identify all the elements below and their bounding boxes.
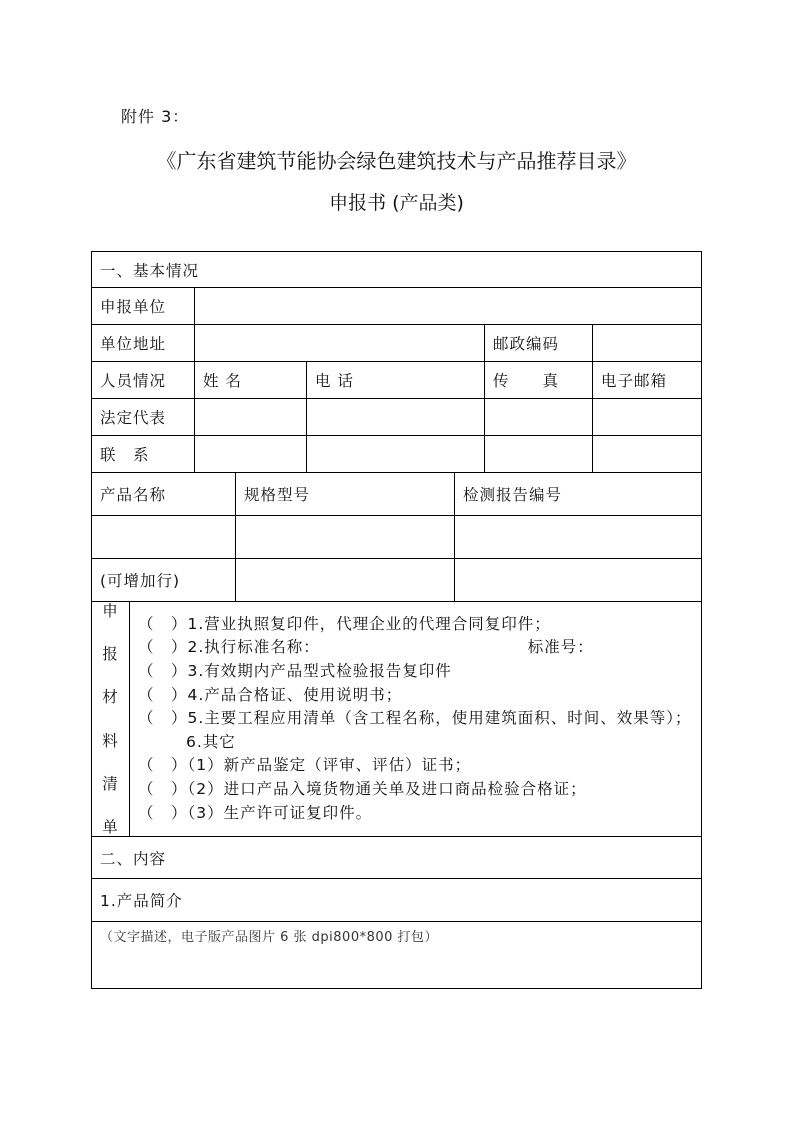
material-item-2-left: （ ）2.执行标准名称：: [138, 638, 320, 657]
material-item-6-1[interactable]: （ ）（1）新产品鉴定（评审、评估）证书；: [138, 756, 472, 775]
spec-model-field[interactable]: [236, 516, 455, 559]
email-column-label: 电子邮箱: [593, 362, 702, 399]
product-name-field[interactable]: [92, 516, 236, 559]
legal-rep-name-field[interactable]: [195, 399, 307, 436]
postcode-label: 邮政编码: [485, 325, 593, 362]
spec-model-field-extra[interactable]: [236, 559, 455, 602]
personnel-label: 人员情况: [92, 362, 195, 399]
contact-phone-field[interactable]: [307, 436, 485, 473]
materials-side-label: [92, 602, 130, 837]
section-content-heading: 二、内容: [92, 837, 702, 879]
contact-fax-field[interactable]: [485, 436, 593, 473]
material-item-6: 6.其它: [186, 732, 236, 751]
document-subtitle: 申报书 (产品类): [329, 192, 464, 214]
test-report-no-field-extra[interactable]: [455, 559, 702, 602]
postcode-field[interactable]: [593, 325, 702, 362]
address-label: 单位地址: [92, 325, 195, 362]
document-title: 《广东省建筑节能协会绿色建筑技术与产品推荐目录》: [156, 149, 637, 173]
legal-rep-label: 法定代表: [92, 399, 195, 436]
product-intro-label: 1.产品简介: [92, 879, 702, 922]
test-report-no-header: 检测报告编号: [455, 473, 702, 516]
side-char: 材: [102, 688, 119, 707]
name-column-label: 姓 名: [195, 362, 307, 399]
product-intro-field[interactable]: [92, 922, 702, 989]
material-item-5[interactable]: （ ）5.主要工程应用清单（含工程名称，使用建筑面积、时间、效果等）；: [138, 709, 692, 728]
material-item-6-3[interactable]: （ ）（3）生产许可证复印件。: [138, 803, 373, 822]
test-report-no-field[interactable]: [455, 516, 702, 559]
side-char: 清: [102, 774, 119, 793]
material-item-1[interactable]: （ ）1.营业执照复印件，代理企业的代理合同复印件；: [138, 614, 551, 633]
material-item-4[interactable]: （ ）4.产品合格证、使用说明书；: [138, 685, 403, 704]
side-char: 单: [102, 817, 119, 836]
side-char: 报: [102, 645, 119, 664]
legal-rep-fax-field[interactable]: [485, 399, 593, 436]
side-char: 申: [102, 602, 119, 620]
product-name-header: 产品名称: [92, 473, 236, 516]
material-item-2[interactable]: [138, 636, 693, 660]
material-item-3[interactable]: （ ）3.有效期内产品型式检验报告复印件: [138, 662, 452, 681]
add-row-note: (可增加行): [92, 559, 236, 602]
application-form-table: [91, 251, 702, 989]
phone-column-label: 电 话: [307, 362, 485, 399]
material-item-6-2[interactable]: （ ）（2）进口产品入境货物通关单及进口商品检验合格证；: [138, 779, 587, 798]
contact-email-field[interactable]: [593, 436, 702, 473]
attachment-label: 附件 3：: [121, 107, 190, 126]
section-basic-info-heading: 一、基本情况: [92, 252, 702, 288]
side-char: 料: [102, 731, 119, 750]
material-item-2-right: 标准号：: [527, 638, 594, 657]
materials-checklist: [130, 602, 702, 837]
applicant-field[interactable]: [195, 288, 702, 325]
address-field[interactable]: [195, 325, 485, 362]
fax-column-label: 传 真: [485, 362, 593, 399]
contact-label: 联 系: [92, 436, 195, 473]
applicant-label: 申报单位: [92, 288, 195, 325]
legal-rep-phone-field[interactable]: [307, 399, 485, 436]
spec-model-header: 规格型号: [236, 473, 455, 516]
contact-name-field[interactable]: [195, 436, 307, 473]
product-intro-note: （文字描述，电子版产品图片 6 张 dpi800*800 打包）: [100, 930, 439, 945]
legal-rep-email-field[interactable]: [593, 399, 702, 436]
